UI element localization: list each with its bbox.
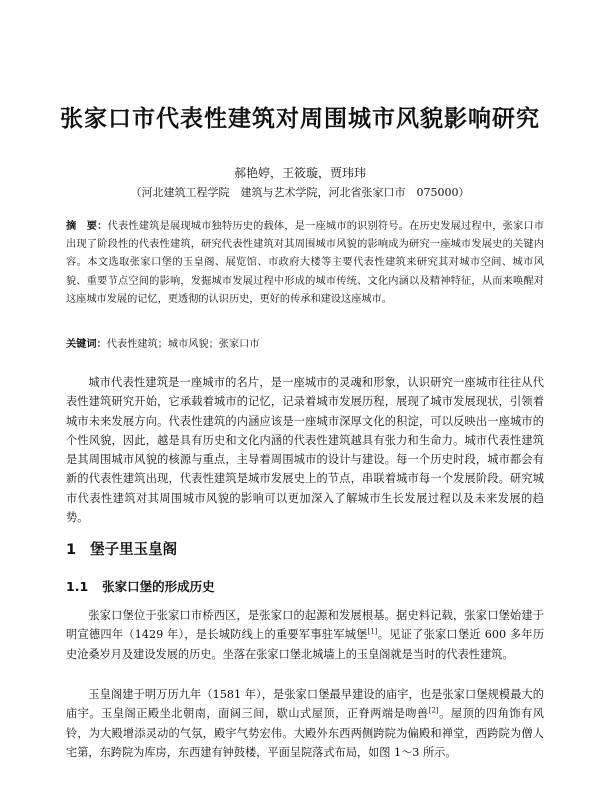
section-title: 堡子里玉皇阁 (90, 542, 178, 558)
citation-ref[interactable]: [2] (428, 706, 439, 715)
history-paragraph (66, 606, 544, 664)
keywords (66, 337, 544, 353)
paragraph-text: 张家口堡位于张家口市桥西区，是张家口的起源和发展根基。据史料记载，张家口堡始建于明宣德四年（1429 年），是长城防线上的重要军事驻军城堡 (66, 609, 544, 642)
paragraph-text: 。见证了张家口堡近 600 多年历史沧桑岁月及建设发展的历史。坐落在张家口堡北城墙上的玉皇阁就是当时的代表性建筑。 (66, 628, 545, 661)
abstract (66, 218, 544, 309)
intro-paragraph: 城市代表性建筑是一座城市的名片，是一座城市的灵魂和形象，认识研究一座城市往往从代表性建筑研究开始，它承载着城市的记忆，记录着城市发展历程，展现了城市发展现状，引领着城市未来发展方向。代表性建筑的内涵应该是一座城市深厚文化的积淀，可以反映出一座城市的个性风貌，因此，越是具有历史和文化内涵的代表性建筑越具有张力和生命力。城市代表性建筑是其周围城市风貌的核源与重点，主导着周围城市的设计与建设。每一个历史时段，城市都会有新的代表性建筑出现，代表性建筑是城市发展史上的节点，串联着城市每一个发展阶段。研究城市代表性建筑对其周围城市风貌的影响可以更加深入了解城市生长发展过程以及未来发展的趋势。 (66, 376, 544, 525)
keywords-text: 代表性建筑；城市风貌；张家口市 (106, 339, 260, 350)
authors: 郝艳婷，王筱璇，贾玮玮 (233, 166, 366, 180)
affiliation: （河北建筑工程学院 建筑与艺术学院，河北省张家口市 075000） (130, 186, 470, 199)
section-number: 1 (66, 542, 77, 558)
citation-ref[interactable]: [1] (367, 627, 378, 636)
subsection-number: 1.1 (66, 579, 89, 594)
section-heading (66, 538, 177, 559)
subsection-heading (66, 577, 215, 595)
yuhuangge-paragraph (66, 685, 544, 762)
paragraph-text: 。屋顶的四角饰有风铃，为大殿增添灵动的气氛，殿宇气势宏伟。大殿外东西两侧跨院为偏殿和禅堂，西跨院为僧人宅第，东跨院为库房，东西建有钟鼓楼，平面呈院落式布局，如图 1～3 所示。 (66, 707, 544, 759)
paragraph-text: 玉皇阁建于明万历九年（1581 年），是张家口堡最早建设的庙宇，也是张家口堡规模最大的庙宇。玉皇阁正殿坐北朝南，面阔三间，歇山式屋顶，正脊两端是吻兽 (66, 688, 544, 721)
paper-title: 张家口市代表性建筑对周围城市风貌影响研究 (60, 106, 540, 132)
abstract-text: 代表性建筑是展现城市独特历史的载体，是一座城市的识别符号。在历史发展过程中，张家口市出现了阶段性的代表性建筑，研究代表性建筑对其周围城市风貌的影响成为研究一座城市发展史的关键内容。本文选取张家口堡的玉皇阁、展览馆、市政府大楼等主要代表性建筑来研究其对城市空间、城市风貌、重要节点空间的影响，发掘城市发展过程中形成的城市传统、文化内涵以及精神特征，从而来唤醒对这座城市发展的记忆，更透彻的认识历史，更好的传承和建设这座城市。 (66, 221, 545, 305)
abstract-label: 摘 要： (66, 221, 108, 232)
keywords-label: 关键词： (66, 339, 107, 350)
subsection-title: 张家口堡的形成历史 (102, 579, 215, 594)
